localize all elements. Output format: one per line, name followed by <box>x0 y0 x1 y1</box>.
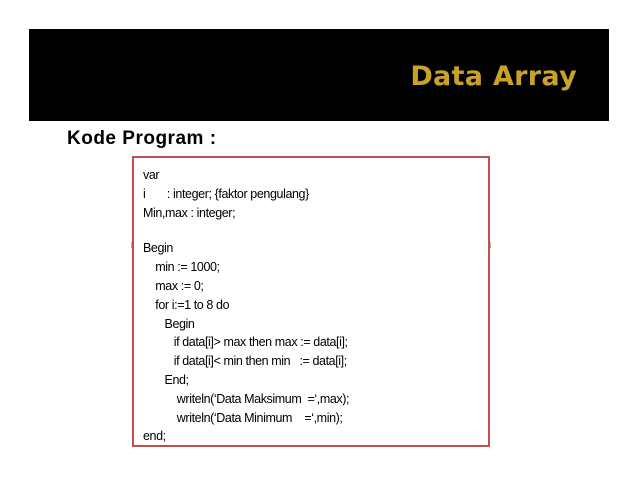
code-line: min := 1000; <box>143 260 220 275</box>
code-line <box>143 222 349 239</box>
code-line: writeln(‘Data Minimum =‘,min); <box>143 410 343 425</box>
code-line: Begin <box>143 241 173 256</box>
code-line: Begin <box>143 316 195 331</box>
title-bar <box>29 29 609 121</box>
code-line: max := 0; <box>143 278 204 293</box>
code-line: for i:=1 to 8 do <box>143 297 230 312</box>
code-line: i : integer; {faktor pengulang} <box>143 186 309 201</box>
section-subtitle: Kode Program : <box>67 128 217 149</box>
code-line: End; <box>143 372 189 387</box>
code-line: if data[i]< min then min := data[i]; <box>143 354 347 369</box>
code-line: var <box>143 168 160 182</box>
slide-title: Data Array <box>410 61 577 92</box>
box-edge-mark-left <box>131 242 132 248</box>
code-line: Min,max : integer; <box>143 205 236 220</box>
code-line: if data[i]> max then max := data[i]; <box>143 335 348 350</box>
code-box <box>132 156 490 447</box>
box-edge-mark-right <box>490 242 491 248</box>
code-line: writeln(‘Data Maksimum =‘,max); <box>143 391 350 406</box>
code-block <box>143 166 349 446</box>
code-line: end; <box>143 429 166 444</box>
